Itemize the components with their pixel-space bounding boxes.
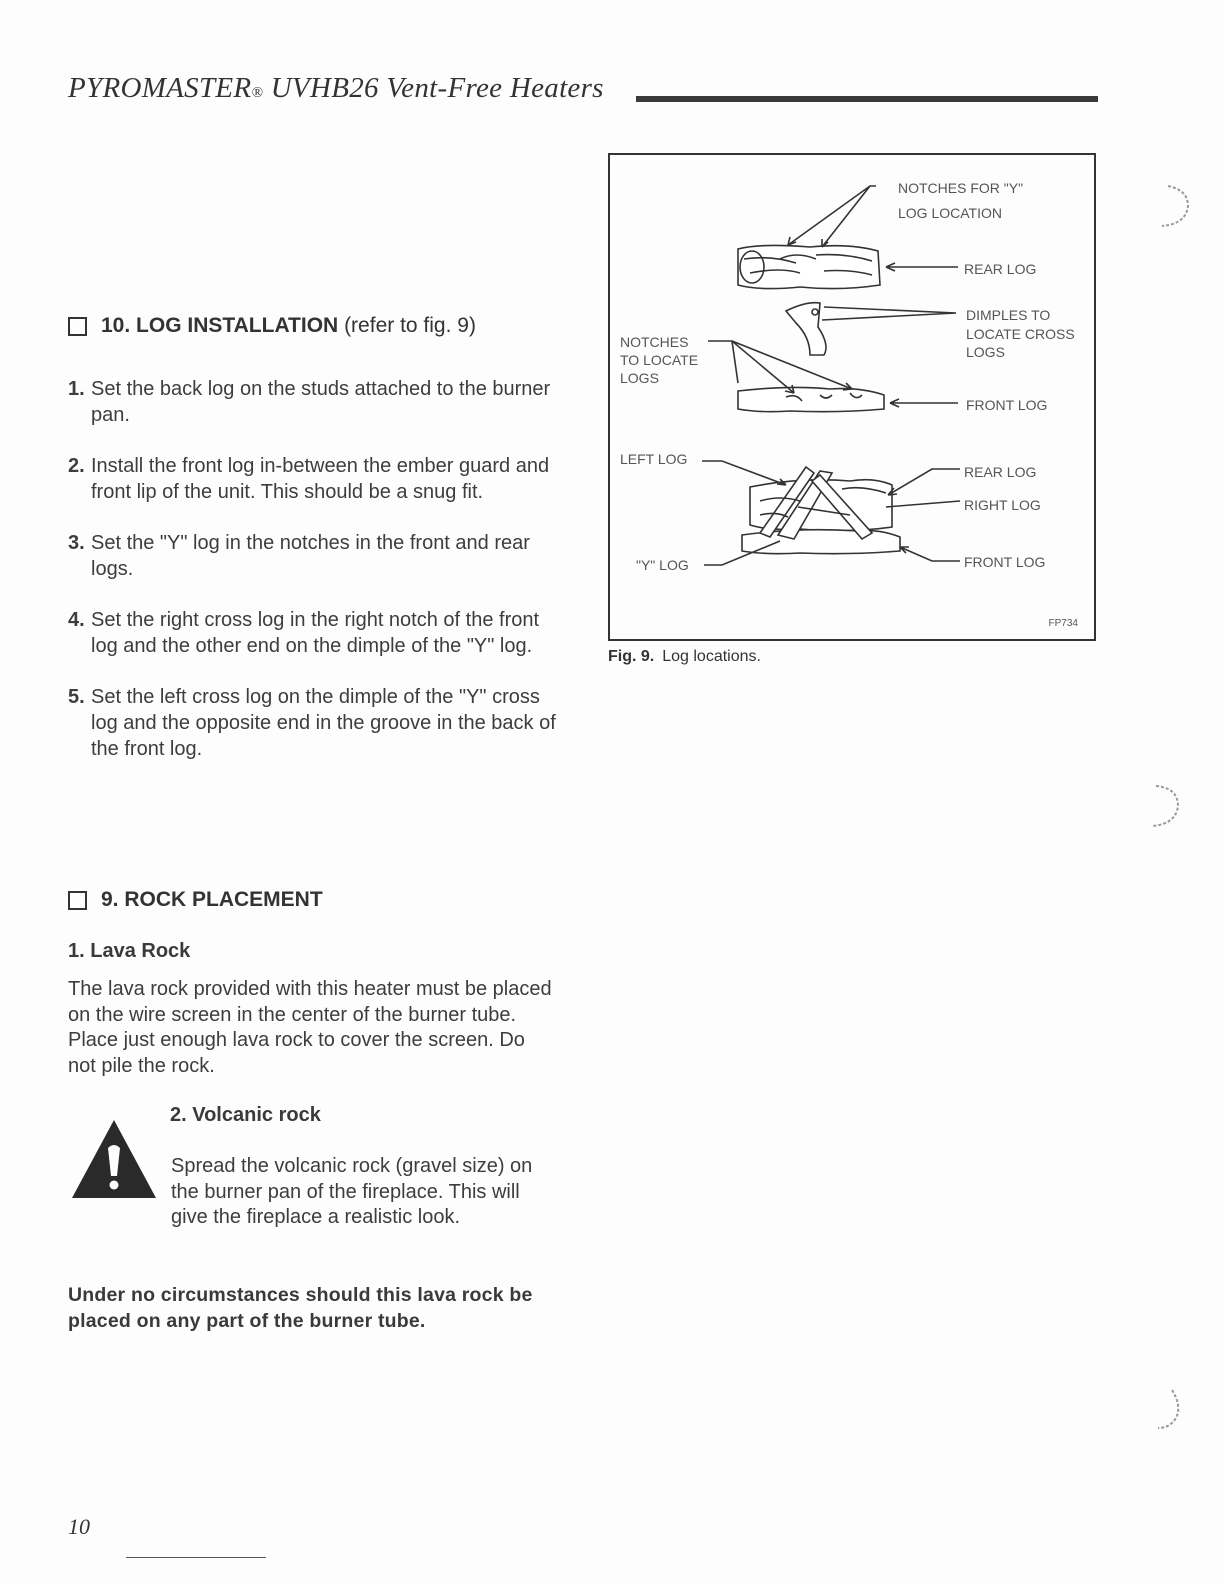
log-installation-heading-bold: 10. LOG INSTALLATION — [101, 314, 339, 337]
step-text: Set the right cross log in the right notch of the front log and the other end on the dimple of the "Y" log. — [91, 609, 540, 657]
label-front-log-top: FRONT LOG — [966, 397, 1048, 413]
list-item — [68, 376, 568, 428]
page-number: 10 — [68, 1514, 90, 1539]
label-notches-y-line2: LOG LOCATION — [898, 205, 1002, 221]
label-dimples-line1: DIMPLES TO — [966, 307, 1051, 323]
label-notches-y-line1: NOTCHES FOR "Y" — [898, 180, 1024, 196]
figure-caption-number: Fig. 9. — [608, 648, 655, 665]
step-text: Set the "Y" log in the notches in the front and rear logs. — [91, 532, 530, 580]
binder-hole-mark — [1140, 782, 1196, 832]
label-front-log-bottom: FRONT LOG — [964, 554, 1046, 570]
label-notches-cross-line2: TO LOCATE — [620, 352, 699, 368]
binder-hole-mark — [1148, 182, 1204, 232]
figure-caption-text: Log locations. — [662, 648, 761, 665]
registered-mark: ® — [251, 85, 264, 101]
list-item — [68, 453, 568, 505]
warning-icon — [70, 1118, 158, 1205]
title-rest: UVHB26 Vent-Free Heaters — [263, 72, 604, 104]
lava-rock-warning: Under no circumstances should this lava rock be placed on any part of the burner tube. — [68, 1284, 533, 1332]
volcanic-rock-text: Spread the volcanic rock (gravel size) on the burner pan of the fireplace. This will give the fireplace a realistic look. — [171, 1155, 533, 1228]
step-text: Set the left cross log on the dimple of the "Y" cross log and the opposite end in the groove in the back of the front log. — [91, 686, 556, 760]
log-installation-steps — [68, 376, 568, 787]
label-dimples-line3: LOGS — [966, 344, 1005, 360]
label-rear-log-top: REAR LOG — [964, 261, 1037, 277]
label-left-log: LEFT LOG — [620, 451, 688, 467]
label-dimples-line2: LOCATE CROSS — [966, 326, 1075, 342]
document-title — [68, 72, 604, 105]
label-y-log: "Y" LOG — [636, 557, 689, 573]
rock-placement-heading — [68, 888, 323, 912]
list-item — [68, 684, 568, 762]
binder-hole-mark — [1150, 1386, 1200, 1436]
lava-rock-heading: 1. Lava Rock — [68, 940, 191, 962]
rock-placement-heading-text: 9. ROCK PLACEMENT — [101, 888, 323, 911]
list-item — [68, 607, 568, 659]
figure-code: FP734 — [1048, 618, 1078, 629]
label-notches-cross-line1: NOTCHES — [620, 334, 689, 350]
log-installation-checkbox-icon — [68, 317, 87, 336]
step-number: 3. — [68, 532, 85, 554]
step-number: 2. — [68, 455, 85, 477]
footer-rule — [126, 1557, 266, 1558]
list-item — [68, 530, 568, 582]
figure-log-locations — [608, 153, 1096, 641]
figure-caption — [608, 648, 761, 666]
volcanic-rock-heading: 2. Volcanic rock — [170, 1104, 321, 1126]
step-text: Install the front log in-between the ember guard and front lip of the unit. This should be a snug fit. — [91, 455, 550, 503]
cross-log-shape — [786, 303, 826, 355]
log-installation-heading-ref: (refer to fig. 9) — [338, 314, 476, 337]
step-number: 1. — [68, 378, 85, 400]
header-rule — [636, 96, 1098, 102]
label-notches-cross-line3: LOGS — [620, 370, 659, 386]
step-number: 5. — [68, 686, 85, 708]
lava-rock-text: The lava rock provided with this heater must be placed on the wire screen in the center of the burner tube. Place just enough lava rock to cover the screen. Do not pile the rock. — [68, 978, 552, 1077]
label-rear-log-bottom: REAR LOG — [964, 464, 1037, 480]
front-log-shape — [738, 387, 884, 411]
label-right-log: RIGHT LOG — [964, 497, 1041, 513]
brand-name: PYROMASTER — [68, 72, 252, 104]
log-installation-heading — [68, 314, 476, 338]
rear-log-shape — [738, 245, 880, 288]
rock-placement-checkbox-icon — [68, 891, 87, 910]
step-text: Set the back log on the studs attached to the burner pan. — [91, 378, 551, 426]
step-number: 4. — [68, 609, 85, 631]
